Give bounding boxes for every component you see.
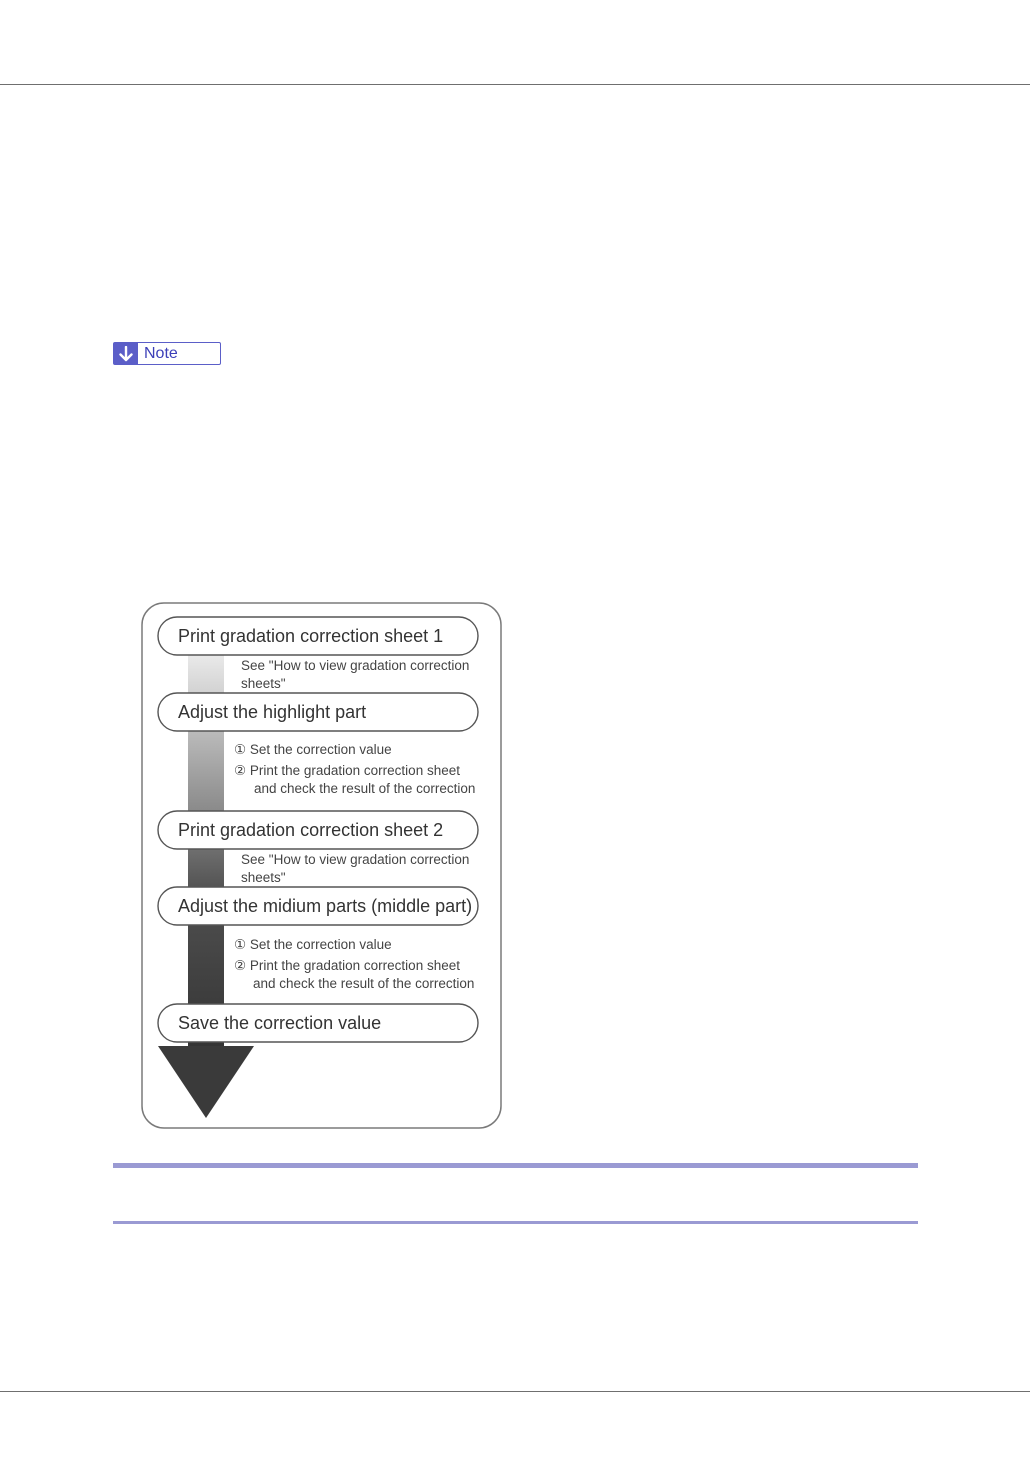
note-label: Note xyxy=(144,345,178,362)
flow-annotation-line: See "How to view gradation correction xyxy=(241,852,470,867)
flow-annotation-line: sheets" xyxy=(241,870,286,885)
flow-annotation-line: sheets" xyxy=(241,676,286,691)
section-rule-top xyxy=(113,1163,918,1168)
flow-step-label: Print gradation correction sheet 2 xyxy=(178,820,444,840)
flow-annotation-line: and check the result of the correction xyxy=(253,976,475,991)
flow-step xyxy=(158,811,478,849)
flow-annotation-line: ② Print the gradation correction sheet xyxy=(234,958,460,973)
flow-step xyxy=(158,887,478,925)
flow-annotation-line: and check the result of the correction xyxy=(254,781,476,796)
section-rule-bottom xyxy=(113,1221,918,1224)
flow-step xyxy=(158,617,478,655)
flow-step xyxy=(158,1004,478,1042)
flow-annotation-line: ① Set the correction value xyxy=(234,937,392,952)
flow-step-label: Adjust the midium parts (middle part) xyxy=(178,896,473,916)
flow-step xyxy=(158,693,478,731)
flow-step-label: Print gradation correction sheet 1 xyxy=(178,626,444,646)
down-arrow-icon xyxy=(114,343,138,364)
note-badge xyxy=(113,342,221,365)
header-rule xyxy=(0,84,1030,85)
flow-step-label: Adjust the highlight part xyxy=(178,702,367,722)
flow-annotation-line: ① Set the correction value xyxy=(234,742,392,757)
footer-rule xyxy=(0,1391,1030,1392)
flow-step-label: Save the correction value xyxy=(178,1013,382,1033)
flow-annotation-line: ② Print the gradation correction sheet xyxy=(234,763,460,778)
flow-annotation-line: See "How to view gradation correction xyxy=(241,658,470,673)
gradation-correction-flowchart xyxy=(140,601,504,1131)
